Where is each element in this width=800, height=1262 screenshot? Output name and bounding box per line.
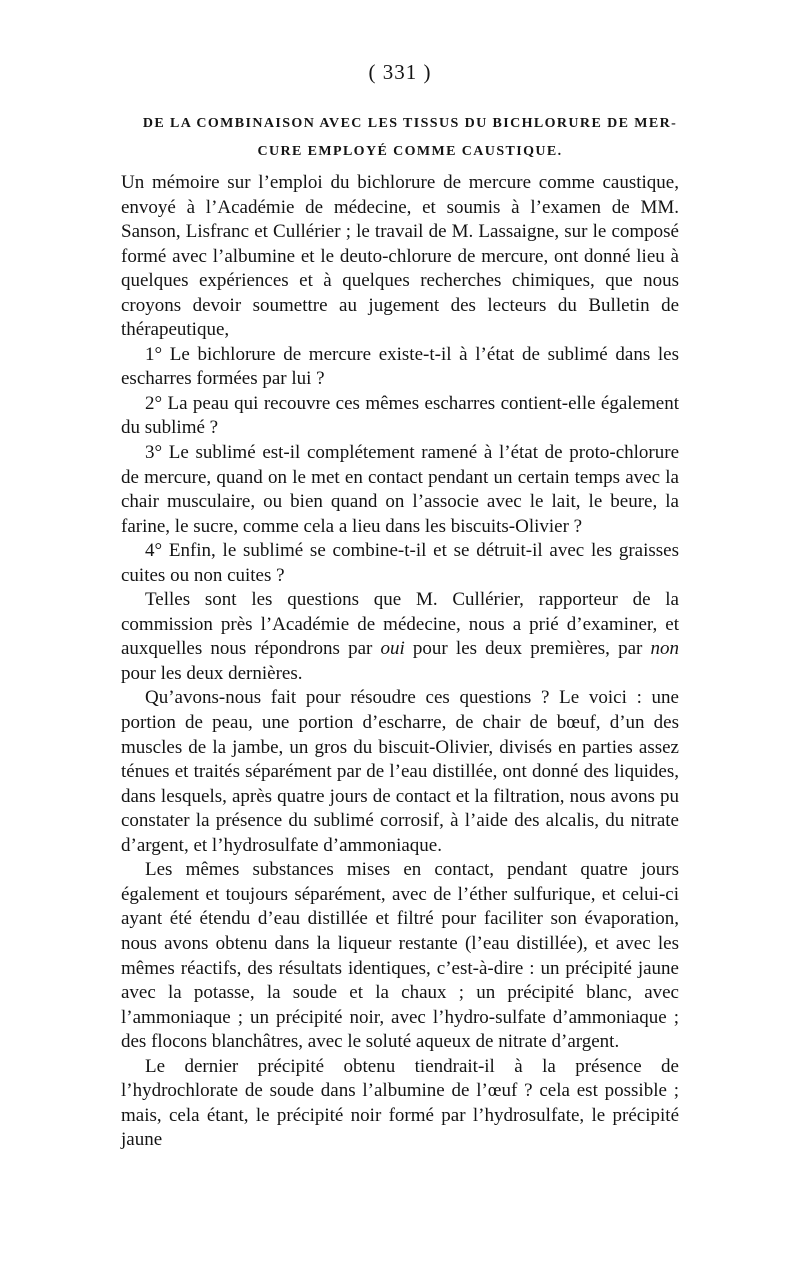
paragraph-intro: Un mémoire sur l’emploi du bichlorure de mercure comme caustique, envoyé à l’Académie de médecine, et soumis à l’examen de MM. Sanson, Lisfranc et Cullérier ; le travail de M. Lassaigne, sur le composé formé avec l’albumine et le deuto-chlorure de mercure, ont donné lieu à quelques expériences et à quelques recherches chimiques, que nous croyons devoir soumettre au jugement des lecteurs du Bulletin de thérapeutique,: [121, 172, 679, 341]
heading-line-2: CURE EMPLOYÉ COMME CAUSTIQUE.: [257, 144, 563, 159]
paragraph-ether-experiment: Les mêmes substances mises en contact, pendant quatre jours également et toujours séparément, avec de l’éther sulfurique, et celui-ci ayant été étendu d’eau distillée et filtré pour faciliter son évaporation, nous avons obtenu dans la liqueur restante (l’eau distillée), et avec les mêmes réactifs, des résultats identiques, c’est-à-dire : un précipité jaune avec la potasse, la soude et la chaux ; un précipité blanc, avec l’ammoniaque ; un précipité noir, avec l’hydro-sulfate d’ammoniaque ; des flocons blanchâtres, avec le soluté aqueux de nitrate d’argent.: [121, 859, 679, 1053]
paragraph-question-4: 4° Enfin, le sublimé se combine-t-il et se détruit-il avec les graisses cuites ou non cuites ?: [121, 540, 679, 586]
answer-text-2: pour les deux premières, par: [404, 638, 651, 660]
paragraph-experiment: Qu’avons-nous fait pour résoudre ces questions ? Le voici : une portion de peau, une portion d’escharre, de chair de bœuf, d’un des muscles de la jambe, un gros du biscuit-Olivier, divisés en parties assez ténues et traités séparément par de l’eau distillée, ont donné des liquides, dans lesquels, après quatre jours de contact et la filtration, nous avons pu constater la présence du sublimé corrosif, à l’aide des alcalis, du nitrate d’argent, et l’hydrosulfate d’ammoniaque.: [121, 687, 679, 856]
article-heading: [110, 110, 710, 166]
paragraph-question-3: 3° Le sublimé est-il complétement ramené à l’état de proto-chlorure de mercure, quand on le met en contact pendant un certain temps avec la chair musculaire, ou bien quand on l’associe avec le lait, le beure, la farine, le sucre, comme cela a lieu dans les biscuits-Olivier ?: [121, 442, 679, 537]
answer-text-3: pour les deux dernières.: [121, 662, 303, 684]
heading-line-1: DE LA COMBINAISON AVEC LES TISSUS DU BICHLORURE DE MER-: [142, 116, 678, 131]
paragraph-question-1: 1° Le bichlorure de mercure existe-t-il à l’état de sublimé dans les escharres formées par lui ?: [121, 343, 679, 390]
paragraph-question-2: 2° La peau qui recouvre ces mêmes escharres contient-elle également du sublimé ?: [121, 392, 679, 439]
paragraph-questions-answer: [121, 588, 679, 686]
answer-oui: oui: [380, 638, 405, 660]
answer-non: non: [650, 638, 679, 660]
paragraph-last-precipitate: Le dernier précipité obtenu tiendrait-il à la présence de l’hydrochlorate de soude dans l’albumine de l’œuf ? cela est possible ; mais, cela étant, le précipité noir formé par l’hydrosulfate, le précipité jaune: [121, 1055, 679, 1151]
page-number: ( 331 ): [368, 60, 432, 84]
article-body: [121, 171, 679, 1153]
answer-text-1: Telles sont les questions que M. Cullérier, rapporteur de la commission près l’Académie de médecine, nous a prié d’examiner, et auxquelles nous répondrons par: [121, 589, 679, 660]
